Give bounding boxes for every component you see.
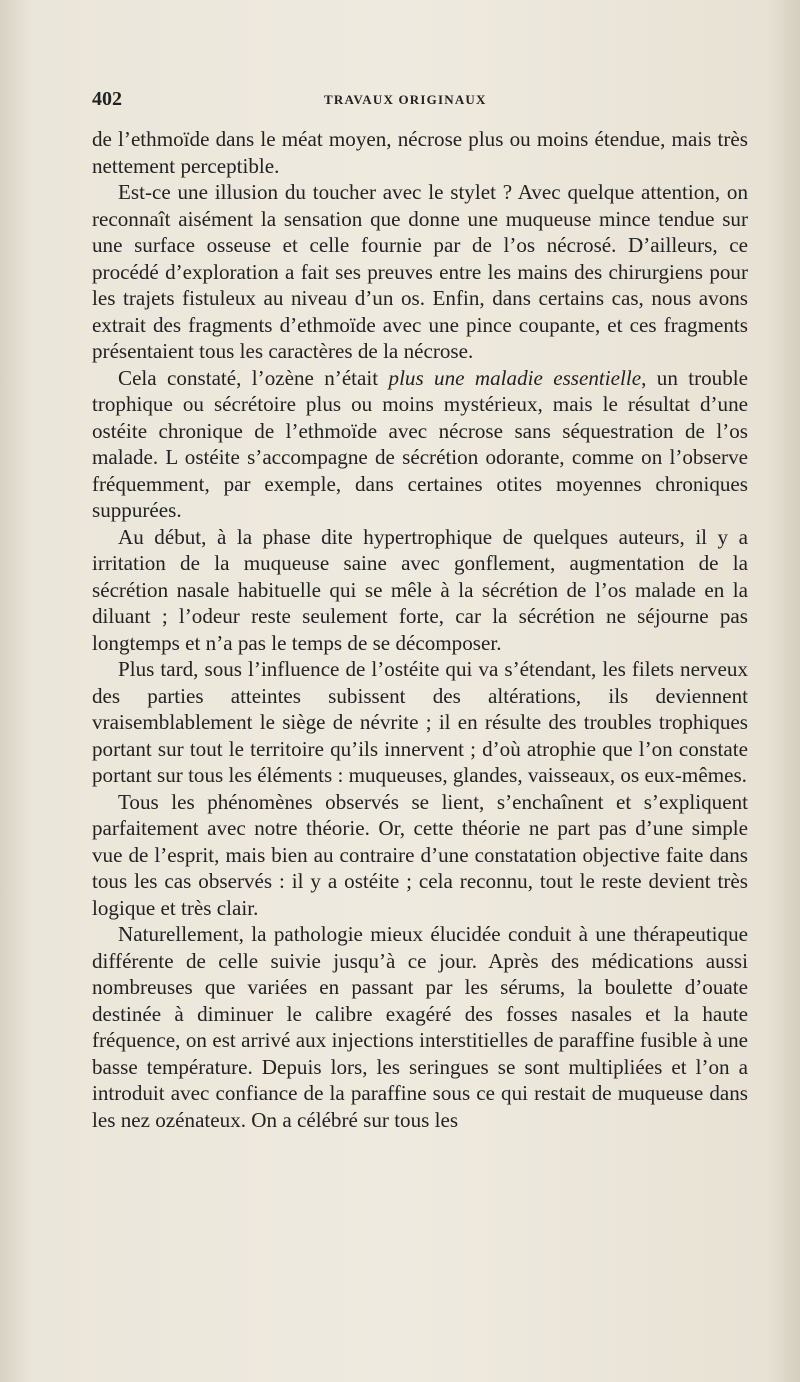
running-title: TRAVAUX ORIGINAUX <box>324 92 487 107</box>
paragraph-7: Naturellement, la pathologie mieux élucidée conduit à une thérapeutique différente de celle suivie jusqu’à ce jour. Après des médications aussi nombreuses que variées en passant par les sérums, la boulette d’ouate destinée à diminuer le calibre exagéré des fosses nasales et la haute fréquence, on est arrivé aux injections interstitielles de paraffine fusible à une basse température. Depuis lors, les seringues se sont multipliées et l’on a introduit avec confiance de la paraffine sous ce qui restait de muqueuse dans les nez ozénateux. On a célébré sur tous les <box>92 922 748 1132</box>
emphasized-phrase: plus une maladie essentielle <box>388 365 642 390</box>
paragraph-4: Au début, à la phase dite hypertrophique de quelques auteurs, il y a irritation de la muqueuse saine avec gonflement, augmentation de la sécrétion nasale habituelle qui se mêle à la sécrétion de l’os malade en la diluant ; l’odeur reste seulement forte, car la sécrétion ne séjourne pas longtemps et n’a pas le temps de se décomposer. <box>92 524 748 655</box>
page-header <box>92 88 736 118</box>
paragraph-3-after: , un trouble trophique ou sécrétoire plus ou moins mystérieux, mais le résultat d’une ostéite chronique de l’ethmoïde avec nécrose sans séquestration de l’os malade. L ostéite s’accompagne de sécrétion odorante, comme on l’observe fréquemment, par exemple, dans certaines otites moyennes chroniques suppurées. <box>92 365 748 522</box>
body-text <box>92 126 748 1133</box>
page-number: 402 <box>92 88 122 110</box>
paragraph-3-before: Cela constaté, l’ozène n’était <box>118 365 389 390</box>
paragraph-5: Plus tard, sous l’influence de l’ostéite qui va s’étendant, les filets nerveux des parties atteintes subissent des altérations, ils deviennent vraisemblablement le siège de névrite ; il en résulte des troubles trophiques portant sur tout le territoire qu’ils innervent ; d’où atrophie que l’on constate portant sur tous les éléments : muqueuses, glandes, vaisseaux, os eux-mêmes. <box>92 657 748 787</box>
paragraph-6: Tous les phénomènes observés se lient, s’enchaînent et s’expliquent parfaitement avec notre théorie. Or, cette théorie ne part pas d’une simple vue de l’esprit, mais bien au contraire d’une constatation objective faite dans tous les cas observés : il y a ostéite ; cela reconnu, tout le reste devient très logique et très clair. <box>92 789 748 920</box>
paragraph-3 <box>92 365 748 524</box>
paragraph-2: Est-ce une illusion du toucher avec le stylet ? Avec quelque attention, on reconnaît aisément la sensation que donne une muqueuse mince tendue sur une surface osseuse et celle fournie par de l’os nécrosé. D’ailleurs, ce procédé d’exploration a fait ses preuves entre les mains des chirurgiens pour les trajets fistuleux au niveau d’un os. Enfin, dans certains cas, nous avons extrait des fragments d’ethmoïde avec une pince coupante, et ces fragments présentaient tous les caractères de la nécrose. <box>92 180 748 363</box>
paragraph-1: de l’ethmoïde dans le méat moyen, nécrose plus ou moins étendue, mais très nettement perceptible. <box>92 127 748 178</box>
